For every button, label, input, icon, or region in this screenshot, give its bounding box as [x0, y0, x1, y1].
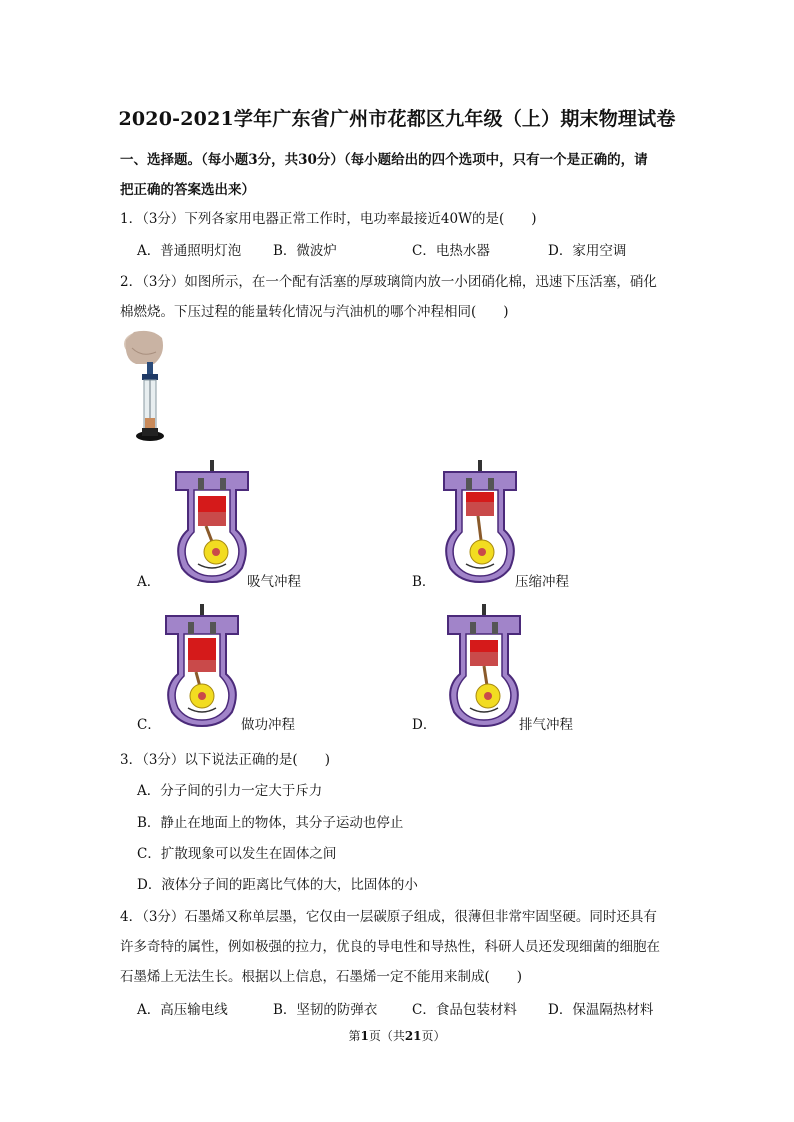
question-4-line3: 石墨烯上无法生长。根据以上信息，石墨烯一定不能用来制成( ) [120, 969, 523, 985]
q4-option-c[interactable]: C．食品包装材料 [412, 1002, 517, 1018]
q4-option-d[interactable]: D．保温隔热材料 [548, 1002, 654, 1018]
q3-option-a[interactable]: A．分子间的引力一定大于斥力 [137, 783, 323, 799]
engine-power-stroke-diagram [160, 604, 244, 728]
q1-option-a[interactable]: A．普通照明灯泡 [137, 243, 242, 259]
footer-suffix: 页） [421, 1029, 446, 1043]
q1-option-b[interactable]: B．微波炉 [273, 243, 337, 259]
question-2-line2: 棉燃烧。下压过程的能量转化情况与汽油机的哪个冲程相同( ) [120, 304, 509, 320]
q2-option-b-letter[interactable]: B． [412, 574, 436, 590]
q4-option-b[interactable]: B．坚韧的防弹衣 [273, 1002, 378, 1018]
section-heading-line2: 把正确的答案选出来） [120, 182, 255, 198]
piston-cylinder-photo [122, 330, 172, 446]
q2-option-d-label: 排气冲程 [519, 717, 573, 733]
question-3-stem: 3．（3分）以下说法正确的是( ) [120, 752, 330, 768]
q2-option-c-label: 做功冲程 [241, 717, 295, 733]
engine-compression-stroke-diagram [438, 460, 522, 584]
q2-option-b-label: 压缩冲程 [515, 574, 569, 590]
q3-option-b[interactable]: B．静止在地面上的物体，其分子运动也停止 [137, 815, 404, 831]
engine-body-a [176, 460, 248, 582]
q2-option-a-label: 吸气冲程 [247, 574, 301, 590]
section-heading-line1: 一、选择题。（每小题3分，共30分）（每小题给出的四个选项中，只有一个是正确的，请 [120, 152, 648, 168]
q2-option-d-letter[interactable]: D． [412, 717, 437, 733]
q2-option-a-letter[interactable]: A． [137, 574, 161, 590]
footer-total-pages: 21 [404, 1029, 422, 1043]
engine-exhaust-stroke-diagram [442, 604, 526, 728]
q2-option-c-letter[interactable]: C． [137, 717, 161, 733]
footer-prefix: 第 [348, 1029, 361, 1043]
question-4-line1: 4．（3分）石墨烯又称单层墨，它仅由一层碳原子组成，很薄但非常牢固坚硬。同时还具有 [120, 909, 657, 925]
q4-option-a[interactable]: A．高压输电线 [137, 1002, 228, 1018]
question-4-line2: 许多奇特的属性，例如极强的拉力，优良的导电性和导热性，科研人员还发现细菌的细胞在 [120, 939, 660, 955]
footer-page-number: 1 [360, 1029, 369, 1043]
page-title: 2020-2021学年广东省广州市花都区九年级（上）期末物理试卷 [118, 108, 676, 130]
question-1-stem: 1．（3分）下列各家用电器正常工作时，电功率最接近40W的是( ) [120, 211, 537, 227]
q1-option-d[interactable]: D．家用空调 [548, 243, 627, 259]
page-footer [0, 1027, 794, 1044]
footer-middle: 页（共 [368, 1029, 405, 1043]
q1-option-c[interactable]: C．电热水器 [412, 243, 490, 259]
engine-intake-stroke-diagram [170, 460, 254, 584]
question-2-line1: 2．（3分）如图所示，在一个配有活塞的厚玻璃筒内放一小团硝化棉，迅速下压活塞，硝化 [120, 274, 657, 290]
q3-option-d[interactable]: D．液体分子间的距离比气体的大，比固体的小 [137, 877, 418, 893]
q3-option-c[interactable]: C．扩散现象可以发生在固体之间 [137, 846, 337, 862]
